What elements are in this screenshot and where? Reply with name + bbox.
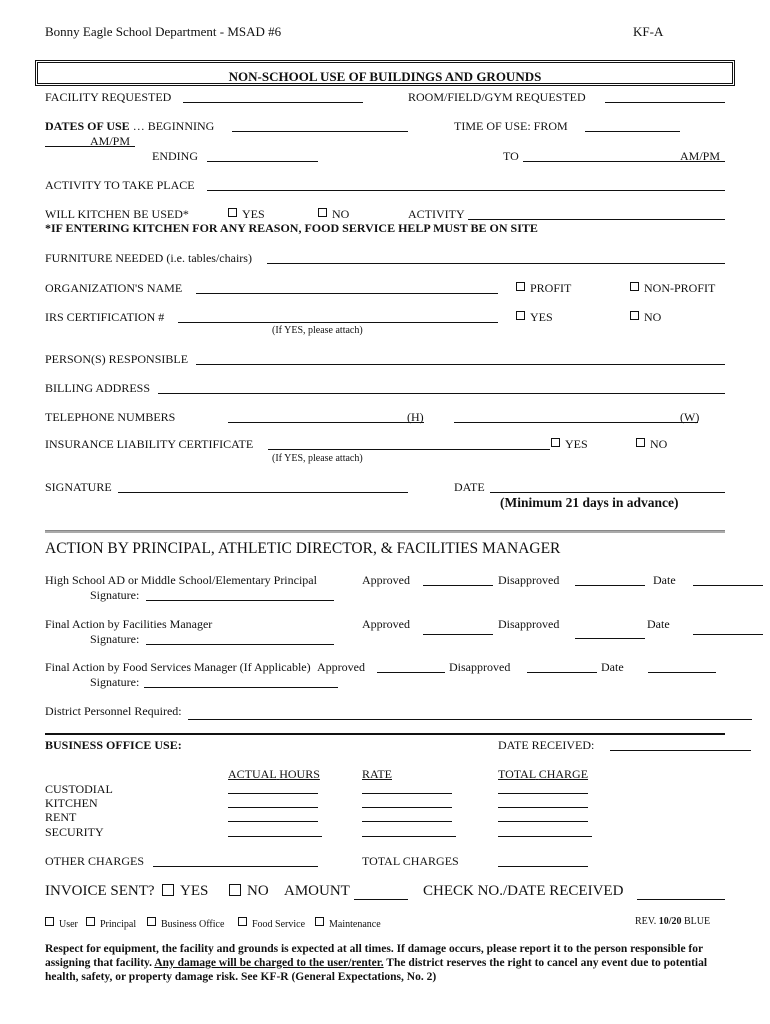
kitchen-hours-field[interactable] [228,807,318,808]
district-name: Bonny Eagle School Department - MSAD #6 [45,24,282,39]
insurance-yes-label: YES [565,437,588,451]
custodial-charge-field[interactable] [498,793,588,794]
kitchen-no-option[interactable] [318,208,349,220]
insurance-no-option[interactable] [636,438,667,450]
insurance-yes-option[interactable] [551,438,588,450]
distribution-food-service-checkbox[interactable] [238,917,247,926]
rent-rate-field[interactable] [362,821,452,822]
distribution-maintenance-label: Maintenance [329,919,381,930]
form-title-box [35,60,735,86]
other-charges-label: OTHER CHARGES [45,854,145,868]
invoice-no-option[interactable] [229,884,269,899]
profit-checkbox[interactable] [516,282,525,291]
insurance-no-checkbox[interactable] [636,438,645,447]
action-row1-date-label: Date [653,573,676,587]
action-row1-approved-field[interactable] [423,585,493,586]
row-custodial-label: CUSTODIAL [45,782,113,796]
irs-yes-option[interactable] [516,311,553,323]
time-of-use-label: TIME OF USE: FROM [454,119,568,133]
irs-no-option[interactable] [630,311,661,323]
distribution-business-office-checkbox[interactable] [147,917,156,926]
district-personnel-field[interactable] [188,719,752,720]
org-name-label: ORGANIZATION'S NAME [45,281,183,295]
rent-charge-field[interactable] [498,821,588,822]
action-row1-disapproved-label: Disapproved [498,573,560,587]
invoice-sent-label: INVOICE SENT? [45,883,155,899]
ending-label: ENDING [152,149,198,163]
beginning-label: … BEGINNING [129,119,215,133]
date-field[interactable] [490,492,725,493]
business-divider [45,733,725,735]
action-row2-title: Final Action by Facilities Manager [45,617,213,631]
kitchen-note: *IF ENTERING KITCHEN FOR ANY REASON, FOOD SERVICE HELP MUST BE ON SITE [45,221,538,235]
invoice-yes-label: YES [180,883,209,899]
action-row2-disapproved-field[interactable] [575,638,645,639]
signature-label: SIGNATURE [45,480,112,494]
distribution-principal[interactable] [86,917,136,930]
action-row3-approved-field[interactable] [377,672,445,673]
invoice-no-label: NO [247,883,269,899]
invoice-yes-option[interactable] [162,884,208,899]
action-row2-signature-label: Signature: [90,632,140,646]
kitchen-rate-field[interactable] [362,807,452,808]
minimum-days-note: (Minimum 21 days in advance) [500,495,679,510]
action-heading: ACTION BY PRINCIPAL, ATHLETIC DIRECTOR, & FACILITIES MANAGER [45,540,561,557]
revision-label [635,917,710,927]
date-received-field[interactable] [610,750,751,751]
distribution-food-service[interactable] [238,917,305,930]
irs-label: IRS CERTIFICATION # [45,310,165,324]
telephone-work-field[interactable] [454,422,698,423]
col-total-charge [498,768,588,780]
activity-to-take-place-label: ACTIVITY TO TAKE PLACE [45,178,195,192]
dates-of-use-row [45,120,214,132]
time-from-ampm-label: AM/PM [90,134,131,148]
rent-hours-field[interactable] [228,821,318,822]
district-personnel-label: District Personnel Required: [45,704,182,718]
irs-field[interactable] [178,322,498,323]
total-charges-field[interactable] [498,866,588,867]
action-row3-date-field[interactable] [648,672,716,673]
furniture-label: FURNITURE NEEDED (i.e. tables/chairs) [45,251,252,265]
col-actual-hours [228,768,320,780]
insurance-yes-checkbox[interactable] [551,438,560,447]
action-row3-signature-label: Signature: [90,675,140,689]
amount-label: AMOUNT [284,883,350,899]
action-row1-date-field[interactable] [693,585,763,586]
action-row1-signature-field[interactable] [146,600,334,601]
activity-to-take-place-field[interactable] [207,190,725,191]
kitchen-yes-checkbox[interactable] [228,208,237,217]
revision-prefix: REV. [635,916,657,927]
facility-requested-label: FACILITY REQUESTED [45,90,172,104]
row-rent-label: RENT [45,810,77,824]
beginning-date-field[interactable] [232,131,408,132]
custodial-rate-field[interactable] [362,793,452,794]
irs-no-checkbox[interactable] [630,311,639,320]
distribution-maintenance-checkbox[interactable] [315,917,324,926]
action-row1-signature-label: Signature: [90,588,140,602]
profit-option[interactable] [516,282,571,294]
section-divider [45,530,725,533]
action-row3-date-label: Date [601,660,624,674]
action-row3-signature-field[interactable] [144,687,338,688]
ending-date-field[interactable] [207,161,318,162]
time-from-field[interactable] [585,131,680,132]
date-received-label: DATE RECEIVED: [498,738,595,752]
billing-address-field[interactable] [158,393,725,394]
total-charges-label: TOTAL CHARGES [362,854,459,868]
non-profit-label: NON-PROFIT [644,281,716,295]
col-hours-label: HOURS [279,767,320,781]
irs-yes-label: YES [530,310,553,324]
action-row2-signature-field[interactable] [146,644,334,645]
row-security-label: SECURITY [45,825,104,839]
distribution-business-office[interactable] [147,917,224,930]
org-name-field[interactable] [196,293,498,294]
action-row3-disapproved-label: Disapproved [449,660,511,674]
action-row3-approved-label: Approved [317,660,365,674]
revision-color: BLUE [684,916,711,927]
insurance-no-label: NO [650,437,668,451]
profit-label: PROFIT [530,281,572,295]
invoice-no-checkbox[interactable] [229,884,241,896]
dates-of-use-label: DATES OF USE [45,119,130,133]
kitchen-yes-label: YES [242,207,265,221]
distribution-user[interactable] [45,917,78,930]
action-row3-title: Final Action by Food Services Manager (If Applicable) [45,660,311,674]
telephone-home-field[interactable] [228,422,424,423]
action-row2-disapproved-label: Disapproved [498,617,560,631]
signature-field[interactable] [118,492,408,493]
time-to-ampm-label: AM/PM [680,149,721,163]
col-actual-label: ACTUAL [228,767,277,781]
col-total-label: TOTAL [498,767,536,781]
form-title: NON-SCHOOL USE OF BUILDINGS AND GROUNDS [228,69,542,84]
notice-part1: Respect for equipment, the facility and grounds is expected at all times. If damage occurs, please report it to the person responsible for assigning that facility. [45,943,703,969]
col-charge-label: CHARGE [538,767,589,781]
telephone-home-label: (H) [407,410,424,424]
col-rate: RATE [362,767,392,781]
action-row1-approved-label: Approved [362,573,410,587]
room-requested-field[interactable] [605,102,725,103]
action-row2-date-field[interactable] [693,634,763,635]
insurance-label: INSURANCE LIABILITY CERTIFICATE [45,437,254,451]
telephone-work-label: (W) [680,410,700,424]
telephone-label: TELEPHONE NUMBERS [45,410,176,424]
action-row3-disapproved-field[interactable] [527,672,597,673]
insurance-field[interactable] [268,449,550,450]
distribution-user-checkbox[interactable] [45,917,54,926]
distribution-food-service-label: Food Service [252,919,306,930]
irs-attach-note: (If YES, please attach) [272,325,363,336]
room-requested-label: ROOM/FIELD/GYM REQUESTED [408,90,586,104]
kitchen-activity-label: ACTIVITY [408,207,465,221]
action-row2-date-label: Date [647,617,670,631]
kitchen-activity-field[interactable] [468,219,725,220]
date-label: DATE [454,480,485,494]
billing-address-label: BILLING ADDRESS [45,381,151,395]
form-code: KF-A [633,24,664,39]
insurance-attach-note: (If YES, please attach) [272,453,363,464]
non-profit-checkbox[interactable] [630,282,639,291]
distribution-business-office-label: Business Office [161,919,225,930]
action-row1-disapproved-field[interactable] [575,585,645,586]
row-kitchen-label: KITCHEN [45,796,98,810]
to-label: TO [503,149,519,163]
furniture-field[interactable] [267,263,725,264]
amount-field[interactable] [354,899,408,900]
action-row1-title: High School AD or Middle School/Elementary Principal [45,573,317,587]
distribution-principal-checkbox[interactable] [86,917,95,926]
revision-code: 10/20 [658,916,682,927]
kitchen-yes-option[interactable] [228,208,265,220]
facility-requested-field[interactable] [183,102,363,103]
custodial-hours-field[interactable] [228,793,318,794]
action-row2-approved-label: Approved [362,617,410,631]
kitchen-no-label: NO [332,207,350,221]
persons-responsible-field[interactable] [196,364,725,365]
other-charges-field[interactable] [153,866,318,867]
irs-yes-checkbox[interactable] [516,311,525,320]
security-charge-field[interactable] [498,836,592,837]
security-hours-field[interactable] [228,836,322,837]
business-heading: BUSINESS OFFICE USE: [45,738,182,752]
action-row2-approved-field[interactable] [423,634,493,635]
notice-part3: The district reserves the right to cancel any event due to potential health, safety, or property damage risk. See KF-R (General Expectations, No. 2) [45,957,708,983]
kitchen-no-checkbox[interactable] [318,208,327,217]
check-no-label: CHECK NO./DATE RECEIVED [423,883,624,899]
distribution-user-label: User [59,919,78,930]
kitchen-charge-field[interactable] [498,807,588,808]
invoice-yes-checkbox[interactable] [162,884,174,896]
persons-responsible-label: PERSON(S) RESPONSIBLE [45,352,189,366]
distribution-maintenance[interactable] [315,917,381,930]
kitchen-used-label: WILL KITCHEN BE USED* [45,207,189,221]
irs-no-label: NO [644,310,662,324]
check-no-field[interactable] [637,899,725,900]
damage-notice [45,942,735,984]
distribution-principal-label: Principal [100,919,137,930]
notice-part2: Any damage will be charged to the user/renter. [154,957,384,969]
security-rate-field[interactable] [362,836,456,837]
non-profit-option[interactable] [630,282,715,294]
